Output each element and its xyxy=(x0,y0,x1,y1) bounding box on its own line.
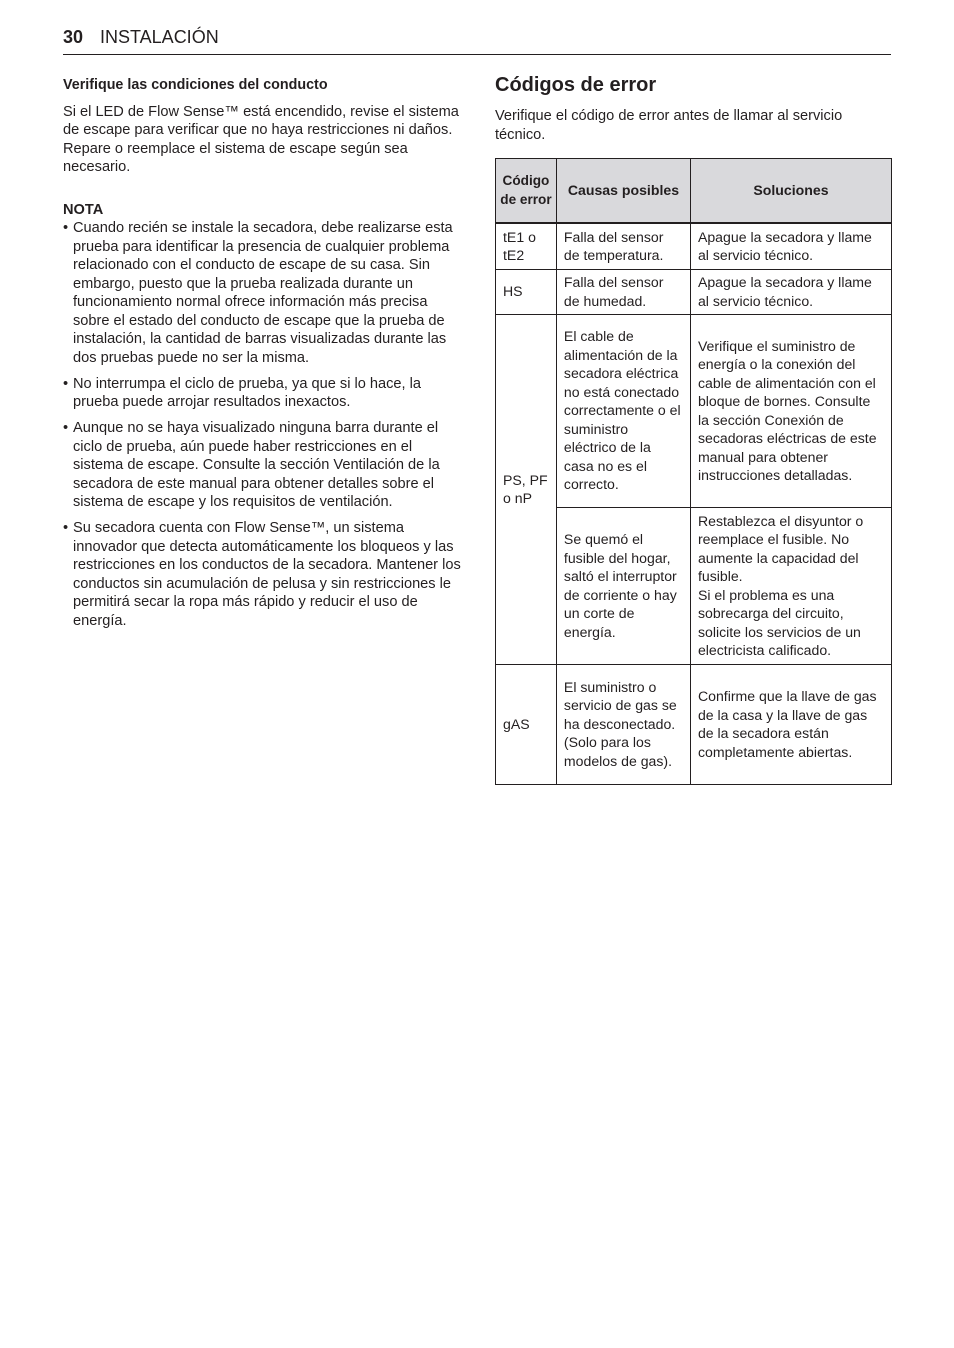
table-row xyxy=(496,223,892,269)
solution-cell: Apague la secadora y llame al servicio técnico. xyxy=(690,269,891,314)
header-solutions: Soluciones xyxy=(690,159,891,224)
error-code-cell: gAS xyxy=(496,664,557,784)
duct-conditions-heading: Verifique las condiciones del conducto xyxy=(63,77,328,93)
note-item xyxy=(63,375,461,412)
table-row xyxy=(496,269,892,314)
table-row xyxy=(496,664,892,784)
cause-cell: El cable de alimentación de la secadora eléctrica no está conectado correctamente o el suministro eléctrico de la casa no es el correcto. xyxy=(556,314,690,507)
note-list xyxy=(63,219,461,630)
error-code-cell: PS, PF o nP xyxy=(496,314,557,664)
bullet-icon: • xyxy=(63,220,69,236)
duct-conditions-paragraph: Si el LED de Flow Sense™ está encendido, revise el sistema de escape para verificar que no haya restricciones ni daños. Repare o reemplace el sistema de escape según sea necesario. xyxy=(63,103,459,175)
solution-cell: Confirme que la llave de gas de la casa y la llave de gas de la secadora están completamente abiertas. xyxy=(690,664,891,784)
cause-cell: El suministro o servicio de gas se ha desconectado. (Solo para los modelos de gas). xyxy=(556,664,690,784)
page-header xyxy=(63,26,891,55)
note-item-text: Cuando recién se instale la secadora, debe realizarse esta prueba para identificar la presencia de cualquier problema relacionado con el conducto de escape de su casa. Sin embargo, puesto que la prueba realizada durante un funcionamiento normal ofrece información más precisa sobre el estado del conducto de escape que la prueba de instalación, la cantidad de barras visualizadas durante las dos pruebas puede no ser la misma. xyxy=(73,220,453,366)
note-item-text: Aunque no se haya visualizado ninguna barra durante el ciclo de prueba, aún puede haber restricciones en el sistema de escape. Consulte la sección Ventilación de la secadora de este manual para obtener detalles sobre el sistema de escape y los requisitos de ventilación. xyxy=(73,420,440,510)
solution-cell: Verifique el suministro de energía o la conexión del cable de alimentación con el bloque de bornes. Consulte la sección Conexión de secadoras eléctricas de este manual para obtener instrucciones detalladas. xyxy=(690,314,891,507)
error-codes-section xyxy=(495,74,892,144)
duct-conditions-section xyxy=(63,76,461,638)
cause-cell: Falla del sensor de humedad. xyxy=(556,269,690,314)
cause-cell: Falla del sensor de temperatura. xyxy=(556,223,690,269)
solution-cell: Restablezca el disyuntor o reemplace el fusible. No aumente la capacidad del fusible. Si el problema es una sobrecarga del circuito, solicite los servicios de un electricista calificado. xyxy=(690,507,891,664)
error-codes-intro: Verifique el código de error antes de llamar al servicio técnico. xyxy=(495,108,843,143)
error-code-cell: HS xyxy=(496,269,557,314)
error-code-cell: tE1 o tE2 xyxy=(496,223,557,269)
note-item xyxy=(63,519,461,630)
solution-cell: Apague la secadora y llame al servicio técnico. xyxy=(690,223,891,269)
bullet-icon: • xyxy=(63,520,69,536)
section-title: INSTALACIÓN xyxy=(100,27,219,47)
header-causes: Causas posibles xyxy=(556,159,690,224)
cause-cell: Se quemó el fusible del hogar, saltó el interruptor de corriente o hay un corte de energía. xyxy=(556,507,690,664)
error-codes-title: Códigos de error xyxy=(495,74,657,96)
table-header-row xyxy=(496,159,892,224)
note-item-text: No interrumpa el ciclo de prueba, ya que si lo hace, la prueba puede arrojar resultados inexactos. xyxy=(73,375,422,410)
note-item xyxy=(63,419,461,512)
bullet-icon: • xyxy=(63,420,69,436)
table-row xyxy=(496,314,892,507)
note-label: NOTA xyxy=(63,201,104,218)
error-codes-table xyxy=(495,158,892,785)
page-number: 30 xyxy=(63,27,84,47)
note-item xyxy=(63,219,461,367)
header-code: Código de error xyxy=(496,159,557,224)
note-item-text: Su secadora cuenta con Flow Sense™, un sistema innovador que detecta automáticamente los bloqueos y las restricciones en los conductos de la secadora. Mantener los conductos sin acumulación de pelusa y sin restricciones le permitirá secar la ropa más rápido y reducir el uso de energía. xyxy=(73,520,461,629)
bullet-icon: • xyxy=(63,375,69,392)
